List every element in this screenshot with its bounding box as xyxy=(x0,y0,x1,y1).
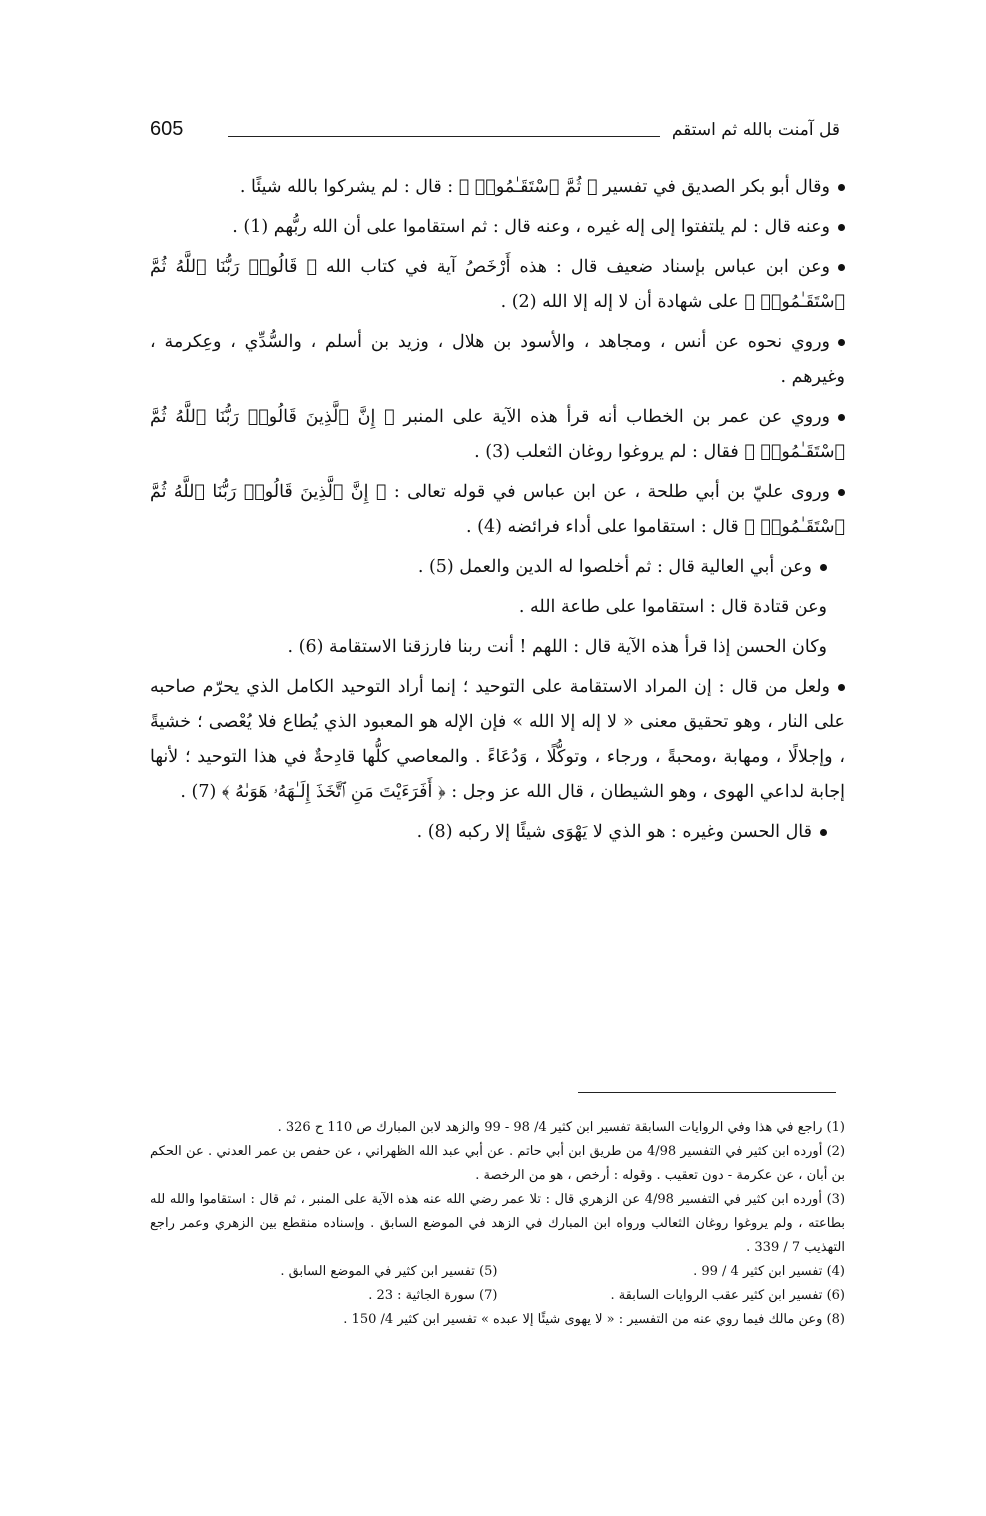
paragraph xyxy=(150,475,845,545)
footnote: (6) تفسير ابن كثير عقب الروايات السابقة . xyxy=(610,1288,845,1303)
paragraph xyxy=(150,400,845,470)
paragraph-text: وعن أبي العالية قال : ثم أخلصوا له الدين والعمل (5) . xyxy=(417,557,812,577)
footnote: (8) وعن مالك فيما روي عنه من التفسير : « لا يهوى شيئًا إلا عبده » تفسير ابن كثير 4/ 150 . xyxy=(343,1312,845,1327)
paragraph-text: وعنه قال : لم يلتفتوا إلى إله غيره ، وعنه قال : ثم استقاموا على أن الله ربُّهم (1) . xyxy=(232,217,830,237)
bullet-icon xyxy=(820,564,827,571)
paragraph-text: وروي نحوه عن أنس ، ومجاهد ، والأسود بن هلال ، وزيد بن أسلم ، والسُّدِّي ، وعِكرمة ، وغيرهم . xyxy=(150,332,845,387)
paragraph-text: قال الحسن وغيره : هو الذي لا يَهْوَى شيئًا إلا ركبه (8) . xyxy=(416,822,812,842)
footnote: (5) تفسير ابن كثير في الموضع السابق . xyxy=(280,1264,498,1279)
paragraph-text: وروى عليّ بن أبي طلحة ، عن ابن عباس في قوله تعالى : ﴿ إِنَّ ٱلَّذِينَ قَالُوا۟ رَبُّنَا ٱللَّهُ ثُمَّ ٱسْتَقَـٰمُوا۟ ﴾ قال : استقاموا على أداء فرائضه (4) . xyxy=(150,482,845,537)
footnote-row xyxy=(150,1260,845,1284)
header-title: قل آمنت بالله ثم استقم xyxy=(671,120,840,140)
bullet-icon xyxy=(838,339,845,346)
bullet-icon xyxy=(838,489,845,496)
page-number: 605 xyxy=(150,118,184,140)
bullet-icon xyxy=(820,829,827,836)
paragraph xyxy=(150,210,845,245)
bullet-icon xyxy=(838,224,845,231)
paragraph xyxy=(150,815,845,850)
paragraph xyxy=(150,590,845,625)
paragraph xyxy=(150,550,845,585)
bullet-icon xyxy=(838,264,845,271)
bullet-icon xyxy=(838,684,845,691)
running-header xyxy=(150,118,840,152)
paragraph-text: وقال أبو بكر الصديق في تفسير ﴿ ثُمَّ ٱسْتَقَـٰمُوا۟ ﴾ : قال : لم يشركوا بالله شيئًا . xyxy=(239,177,830,197)
paragraph xyxy=(150,630,845,665)
bullet-icon xyxy=(838,184,845,191)
footnote: (4) تفسير ابن كثير 4 / 99 . xyxy=(693,1264,845,1279)
footnote: (2) أورده ابن كثير في التفسير 4/98 من طريق ابن أبي حاتم . عن أبي عبد الله الظهراني ، عن حفص بن عمر العدني . عن الحكم بن أبان ، عن عكرمة - دون تعقيب . وقوله : أرخص ، هو من الرخصة . xyxy=(150,1144,846,1183)
paragraph-text: وعن ابن عباس بإسناد ضعيف قال : هذه أَرْخَصُ آية في كتاب الله ﴿ قَالُوا۟ رَبُّنَا ٱللَّهُ ثُمَّ ٱسْتَقَـٰمُوا۟ ﴾ على شهادة أن لا إله إلا الله (2) . xyxy=(150,257,845,312)
paragraph-text: ولعل من قال : إن المراد الاستقامة على التوحيد ؛ إنما أراد التوحيد الكامل الذي يحرّم صاحبه على النار ، وهو تحقيق معنى « لا إله إلا الله » فإن الإله هو المعبود الذي يُطاع فلا يُعْصى ؛ خشيةً ، وإجلالًا ، ومهابة ،ومحبةً ، ورجاء ، وتوكُّلًا ، وَدُعَاءً . والمعاصي كلُّها قادِحةٌ في هذا التوحيد ؛ لأنها إجابة لداعي الهوى ، وهو الشيطان ، قال الله عز وجل : ﴿ أَفَرَءَيْتَ مَنِ ٱتَّخَذَ إِلَـٰهَهُۥ هَوَىٰهُ ﴾ (7) . xyxy=(150,677,845,802)
paragraph xyxy=(150,670,845,810)
header-rule xyxy=(228,136,660,137)
footnote: (7) سورة الجاثية : 23 . xyxy=(368,1288,498,1303)
paragraph-text: وروي عن عمر بن الخطاب أنه قرأ هذه الآية على المنبر ﴿ إِنَّ ٱلَّذِينَ قَالُوا۟ رَبُّنَا ٱللَّهُ ثُمَّ ٱسْتَقَـٰمُوا۟ ﴾ فقال : لم يروغوا روغان الثعلب (3) . xyxy=(150,407,845,462)
body-text xyxy=(150,170,845,855)
paragraph xyxy=(150,170,845,205)
footnote: (3) أورده ابن كثير في التفسير 4/98 عن الزهري قال : تلا عمر رضي الله عنه هذه الآية على المنبر ، ثم قال : استقاموا والله لله بطاعته ، ولم يروغوا روغان الثعالب ورواه ابن المبارك في الزهد في الموضع السابق . وإسناده منقطع بين الزهري وعمر راجع التهذيب 7 / 339 . xyxy=(150,1192,846,1255)
footnotes xyxy=(150,1116,845,1332)
bullet-icon xyxy=(838,414,845,421)
paragraph xyxy=(150,250,845,320)
paragraph-text: وكان الحسن إذا قرأ هذه الآية قال : اللهم ! أنت ربنا فارزقنا الاستقامة (6) . xyxy=(287,637,827,657)
paragraph-text: وعن قتادة قال : استقاموا على طاعة الله . xyxy=(518,597,827,617)
paragraph xyxy=(150,325,845,395)
footnote-separator xyxy=(578,1092,836,1093)
footnote-row xyxy=(150,1284,845,1308)
footnote: (1) راجع في هذا وفي الروايات السابقة تفسير ابن كثير 4/ 98 - 99 والزهد لابن المبارك ص 110 ح 326 . xyxy=(277,1120,845,1135)
